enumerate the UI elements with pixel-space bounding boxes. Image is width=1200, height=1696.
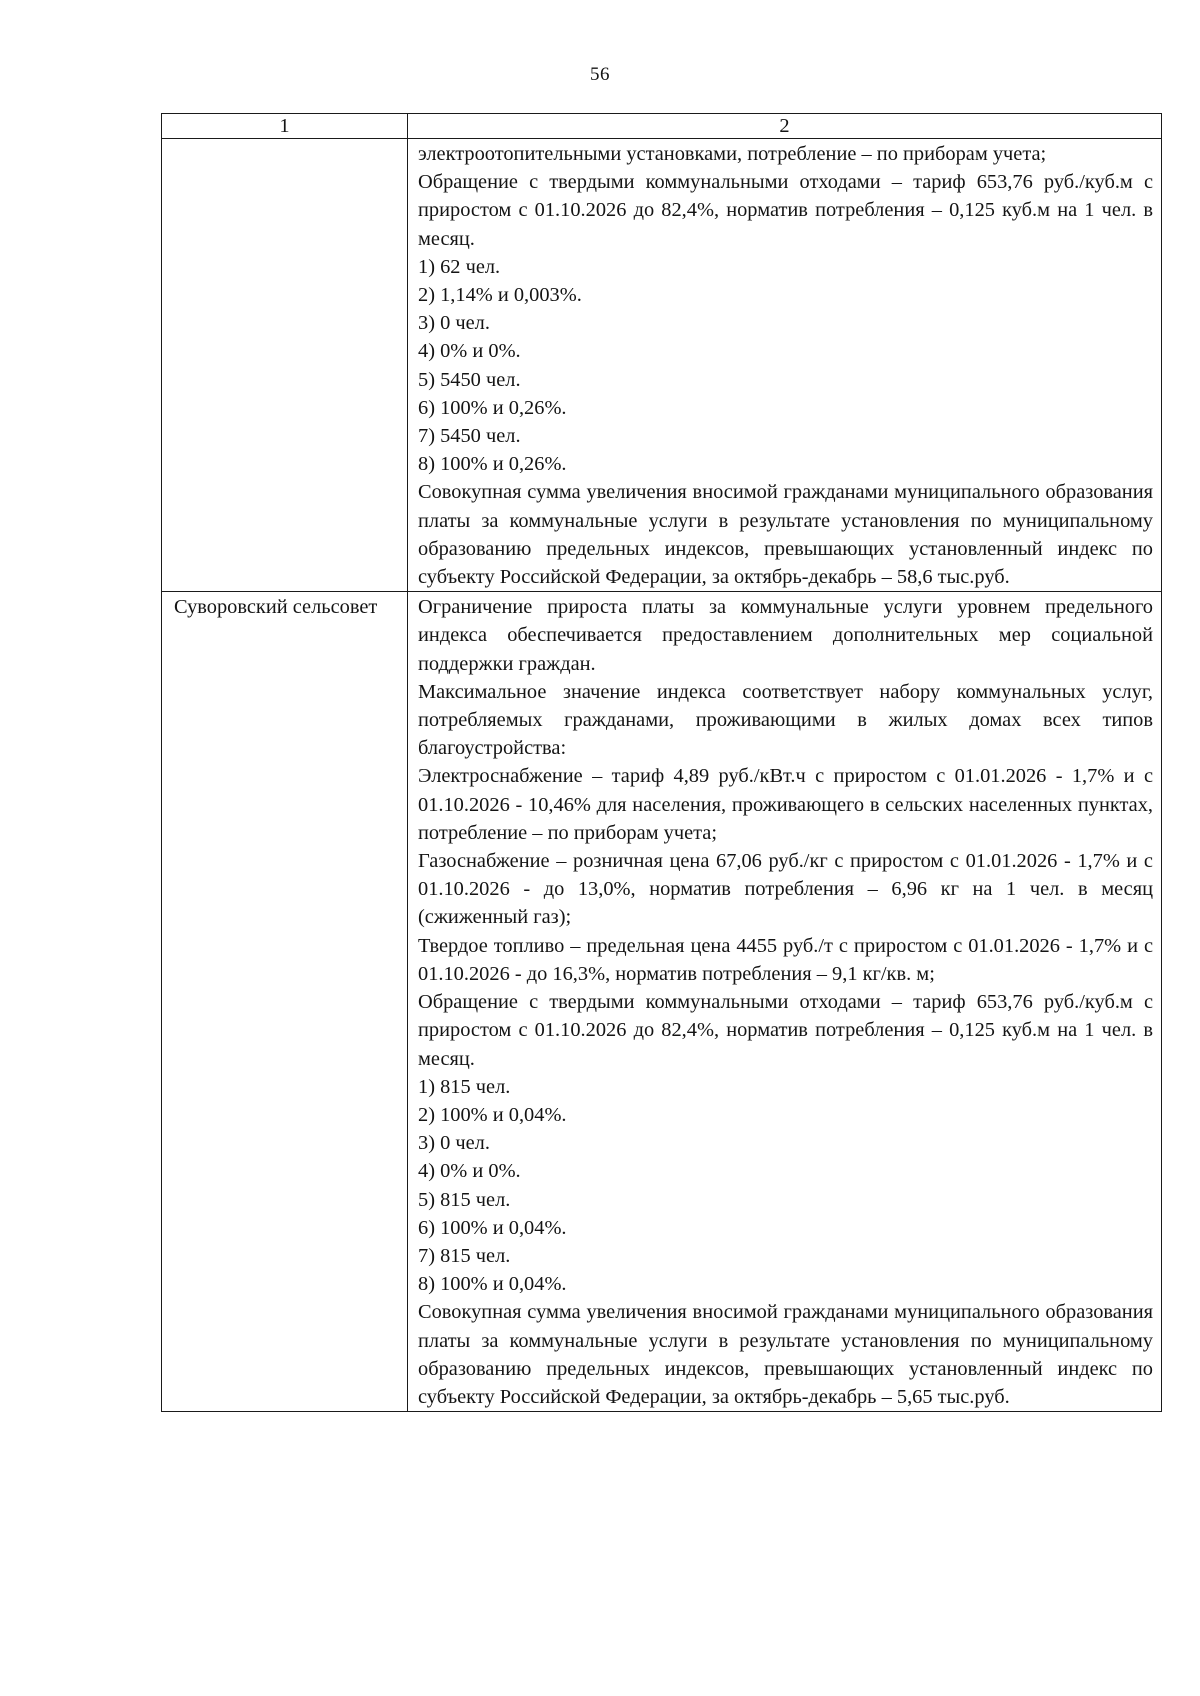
list-item: 1) 815 чел. [418, 1075, 511, 1098]
column-header-1: 1 [162, 114, 408, 139]
list-item: 6) 100% и 0,04%. [418, 1216, 567, 1239]
table-header-row [162, 114, 1162, 139]
table-row [162, 592, 1162, 1412]
document-table [161, 113, 1162, 1412]
list-item: 3) 0 чел. [418, 1132, 490, 1155]
paragraph: электроотопительными установками, потребление – по приборам учета; [418, 143, 1047, 165]
list-item: 5) 815 чел. [418, 1188, 511, 1211]
list-item: 2) 1,14% и 0,003%. [418, 284, 582, 307]
municipality-name-cell: Суворовский сельсовет [162, 592, 408, 1412]
paragraph: Максимальное значение индекса соответствует набору коммунальных услуг, потребляемых гражданами, проживающими в жилых домах всех типов благоустройства: [418, 680, 1153, 760]
list-item: 8) 100% и 0,04%. [418, 1273, 567, 1296]
paragraph: Обращение с твердыми коммунальными отходами – тариф 653,76 руб./куб.м с приростом с 01.10.2026 до 82,4%, норматив потребления – 0,125 куб.м на 1 чел. в месяц. [418, 171, 1153, 250]
table-row [162, 139, 1162, 592]
list-item: 1) 62 чел. [418, 255, 501, 278]
list-item: 5) 5450 чел. [418, 368, 521, 391]
paragraph: Газоснабжение – розничная цена 67,06 руб./кг с приростом с 01.01.2026 - 1,7% и с 01.10.2026 - до 13,0%, норматив потребления – 6,96 кг на 1 чел. в месяц (сжиженный газ); [418, 850, 1153, 929]
paragraph: Электроснабжение – тариф 4,89 руб./кВт.ч с приростом с 01.01.2026 - 1,7% и с 01.10.2026 - 10,46% для населения, проживающего в сельских населенных пунктах, потребление – по приборам учета; [418, 765, 1153, 844]
paragraph: Обращение с твердыми коммунальными отходами – тариф 653,76 руб./куб.м с приростом с 01.10.2026 до 82,4%, норматив потребления – 0,125 куб.м на 1 чел. в месяц. [418, 991, 1153, 1070]
summary-paragraph: Совокупная сумма увеличения вносимой гражданами муниципального образования платы за коммунальные услуги в результате установления по муниципальному образованию предельных индексов, превышающих установленный индекс по субъекту Российской Федерации, за октябрь-декабрь – 5,65 тыс.руб. [418, 1301, 1153, 1408]
list-item: 4) 0% и 0%. [418, 1160, 521, 1183]
list-item: 2) 100% и 0,04%. [418, 1103, 567, 1126]
paragraph: Ограничение прироста платы за коммунальные услуги уровнем предельного индекса обеспечивается предоставлением дополнительных мер социальной поддержки граждан. [418, 596, 1153, 675]
page-number: 56 [590, 64, 610, 85]
list-item: 7) 5450 чел. [418, 425, 521, 448]
measures-cell [408, 592, 1162, 1412]
list-item: 3) 0 чел. [418, 312, 490, 335]
paragraph: Твердое топливо – предельная цена 4455 руб./т с приростом с 01.01.2026 - 1,7% и с 01.10.2026 - до 16,3%, норматив потребления – 9,1 кг/кв. м; [418, 934, 1153, 985]
list-item: 6) 100% и 0,26%. [418, 396, 567, 419]
municipality-name-cell [162, 139, 408, 592]
list-item: 8) 100% и 0,26%. [418, 453, 567, 476]
list-item: 7) 815 чел. [418, 1244, 511, 1267]
measures-cell [408, 139, 1162, 592]
summary-paragraph: Совокупная сумма увеличения вносимой гражданами муниципального образования платы за коммунальные услуги в результате установления по муниципальному образованию предельных индексов, превышающих установленный индекс по субъекту Российской Федерации, за октябрь-декабрь – 58,6 тыс.руб. [418, 481, 1153, 589]
list-item: 4) 0% и 0%. [418, 340, 521, 363]
column-header-2: 2 [408, 114, 1162, 139]
